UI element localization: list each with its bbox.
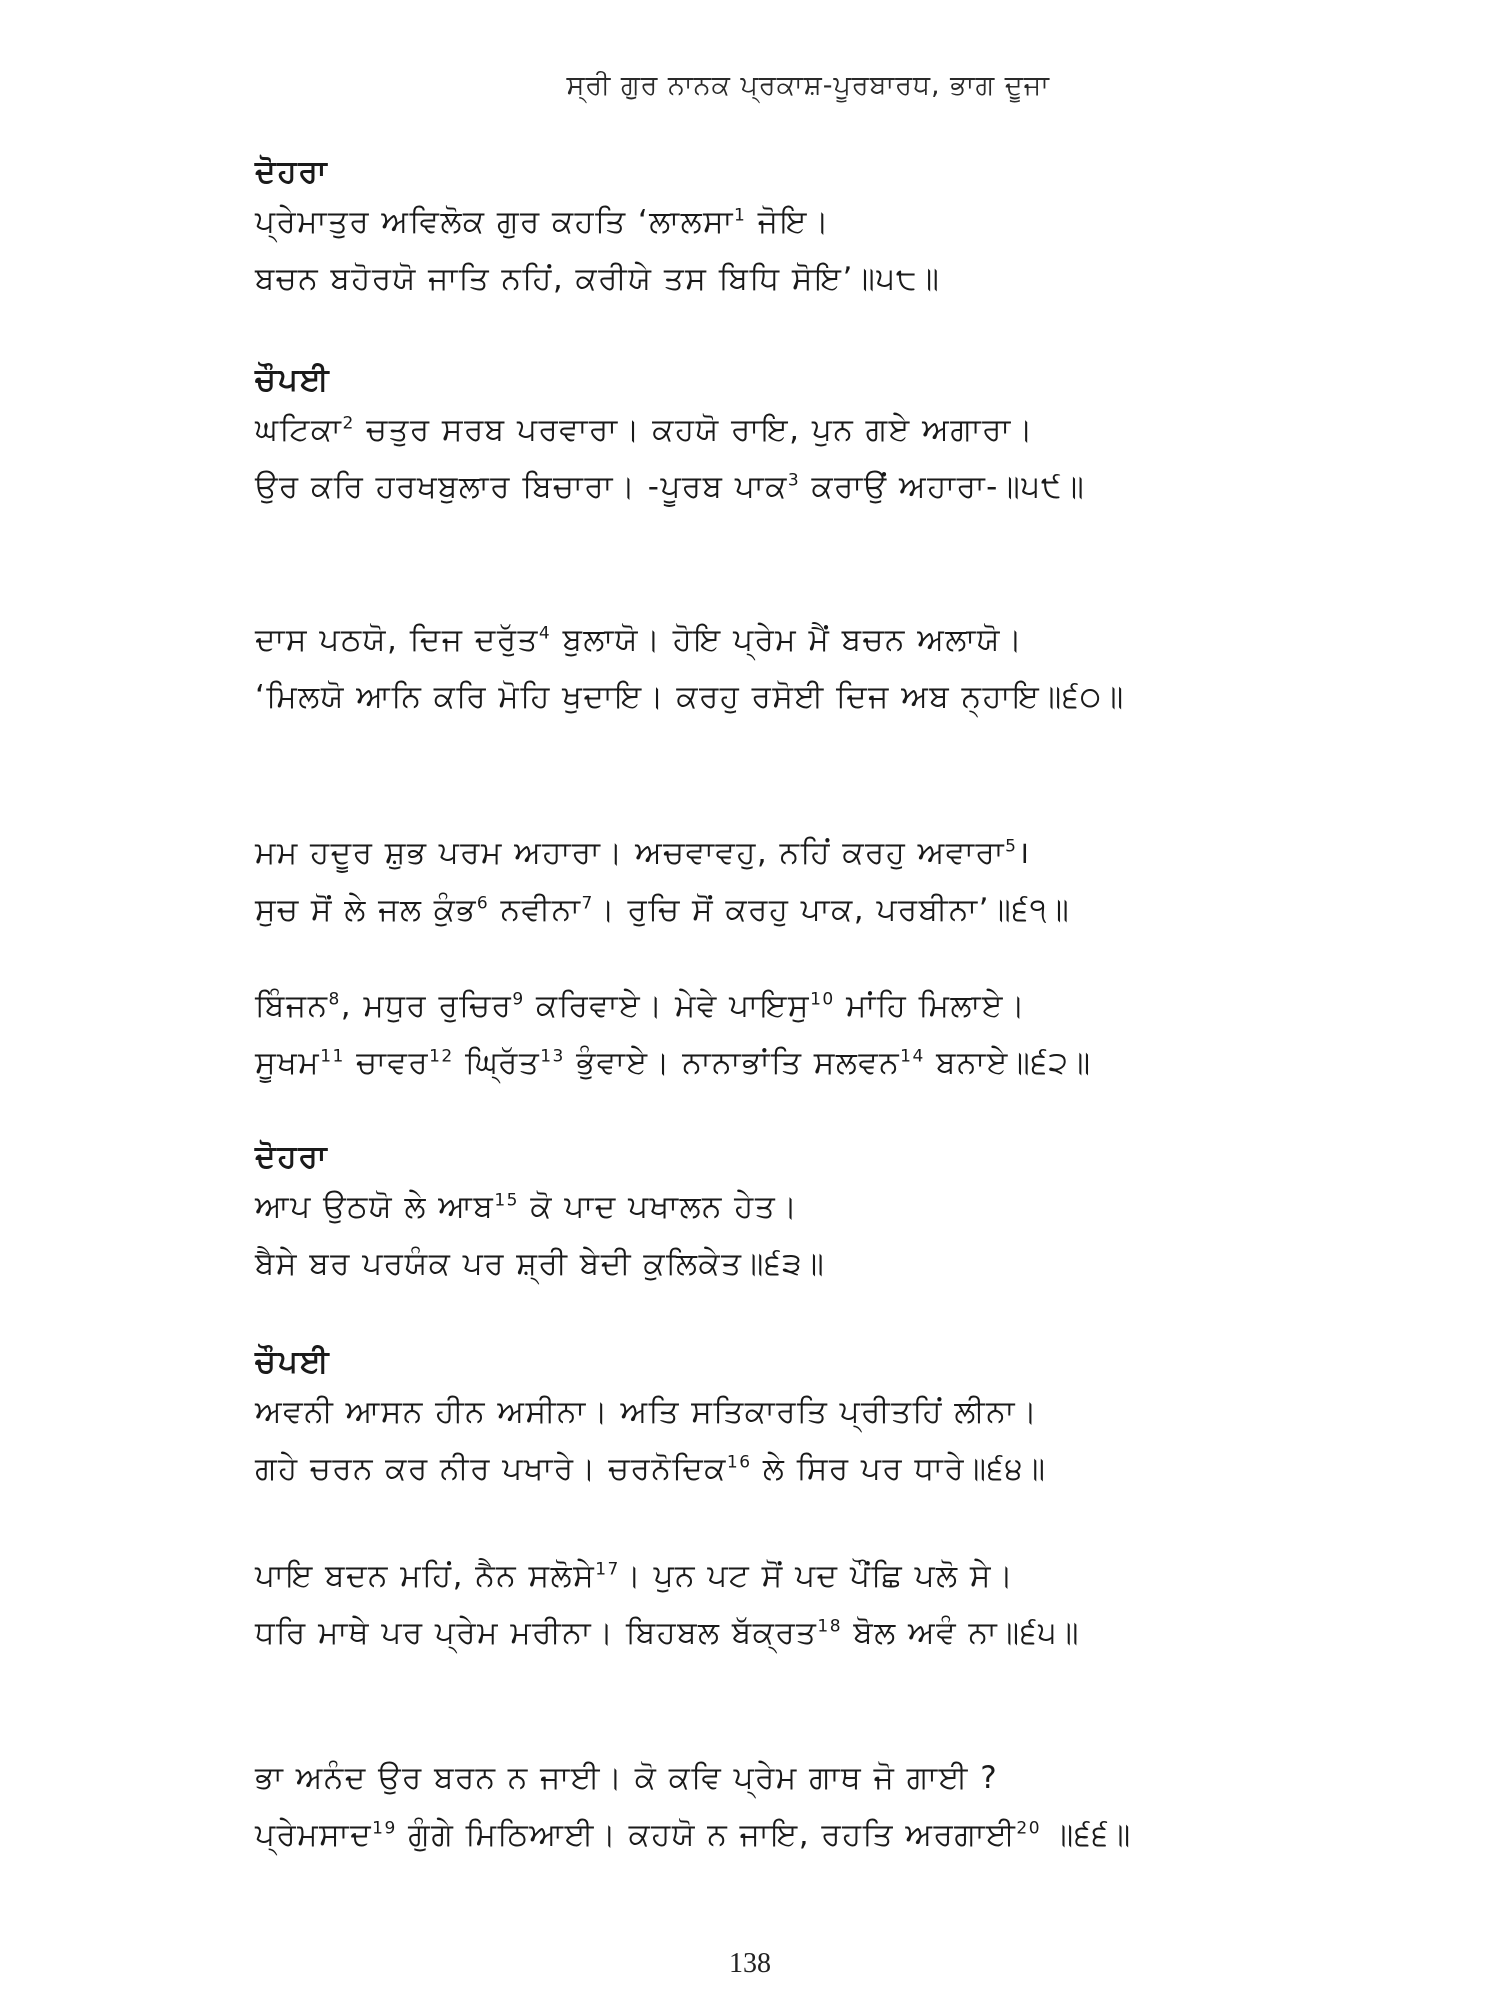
stanza [255, 612, 1125, 726]
footnote-marker: 14 [900, 1046, 925, 1067]
verse-line: ਅਵਨੀ ਆਸਨ ਹੀਨ ਅਸੀਨਾ। ਅਤਿ ਸਤਿਕਾਰਤਿ ਪ੍ਰੀਤਹਿਂ ਲੀਨਾ। [255, 1394, 1039, 1430]
verse-line: ਉਰ ਕਰਿ ਹਰਖਬੁਲਾਰ ਬਿਚਾਰਾ। -ਪੂਰਬ ਪਾਕ$^3$ ਕਰਾਉਂ ਅਹਾਰਾ-॥੫੯॥ [255, 469, 1086, 505]
stanza [255, 1340, 1047, 1498]
verse-line: ਬਿੰਜਨ$^8$, ਮਧੁਰ ਰੁਚਿਰ$^9$ ਕਰਿਵਾਏ। ਮੇਵੇ ਪਾਇਸੁ$^{10}$ ਮਾਂਹਿ ਮਿਲਾਏ। [255, 988, 1027, 1024]
footnote-marker: 11 [320, 1046, 345, 1067]
verse-line: ਪ੍ਰੇਮਸਾਦ$^{19}$ ਗੁੰਗੇ ਮਿਠਿਆਈ। ਕਹਯੋ ਨ ਜਾਇ, ਰਹਤਿ ਅਰਗਾਈ$^{20}$ ॥੬੬॥ [255, 1817, 1132, 1853]
footnote-marker: 1 [734, 205, 747, 226]
verse-line: ਧਰਿ ਮਾਥੇ ਪਰ ਪ੍ਰੇਮ ਮਰੀਨਾ। ਬਿਹਬਲ ਬੱਕ੍ਰਤ$^{18}$ ਬੋਲ ਅਵੰ ਨਾ॥੬੫॥ [255, 1615, 1081, 1651]
stanza [255, 358, 1085, 516]
verse-line: ਭਾ ਅਨੰਦ ਉਰ ਬਰਨ ਨ ਜਾਈ। ਕੋ ਕਵਿ ਪ੍ਰੇਮ ਗਾਥ ਜੋ ਗਾਈ ? [255, 1760, 999, 1796]
stanza-heading: ਦੋਹਰਾ [255, 1139, 329, 1175]
footnote-marker: 18 [817, 1616, 843, 1637]
footnote-marker: 20 [1016, 1818, 1042, 1839]
verse-line: ਪਾਇ ਬਦਨ ਮਹਿਂ, ਨੈਨ ਸਲੋਸੇ$^{17}$। ਪੁਨ ਪਟ ਸੋਂ ਪਦ ਪੌਂਛਿ ਪਲੋ ਸੇ। [255, 1558, 1015, 1594]
verse-line: ਮਮ ਹਦੂਰ ਸ਼ੁਭ ਪਰਮ ਅਹਾਰਾ। ਅਚਵਾਵਹੁ, ਨਹਿਂ ਕਰਹੁ ਅਵਾਰਾ$^5$। [255, 835, 1031, 871]
verse-line: ਬਚਨ ਬਹੋਰਯੋ ਜਾਤਿ ਨਹਿਂ, ਕਰੀਯੇ ਤਸ ਬਿਧਿ ਸੋਇ’॥੫੮॥ [255, 261, 941, 297]
stanza [255, 1135, 825, 1293]
footnote-marker: 15 [494, 1190, 519, 1211]
stanza [255, 978, 1092, 1092]
verse-line: ਸੂਖਮ$^{11}$ ਚਾਵਰ$^{12}$ ਘ੍ਰਿੱਤ$^{13}$ ਭੁੰਵਾਏ। ਨਾਨਾਭਾਂਤਿ ਸਲਵਨ$^{14}$ ਬਨਾਏ॥੬੨॥ [255, 1045, 1092, 1081]
footnote-marker: 8 [328, 989, 341, 1010]
verse-line: ਸੁਚ ਸੋਂ ਲੇ ਜਲ ਕੁੰਭ$^6$ ਨਵੀਨਾ$^7$। ਰੁਚਿ ਸੋਂ ਕਰਹੁ ਪਾਕ, ਪਰਬੀਨਾ’॥੬੧॥ [255, 892, 1071, 928]
footnote-marker: 9 [512, 989, 525, 1010]
stanza-heading: ਚੌਪਈ [255, 362, 331, 398]
stanza-heading: ਚੌਪਈ [255, 1344, 331, 1380]
footnote-marker: 10 [810, 989, 835, 1010]
verse-line: ਆਪ ਉਠਯੋ ਲੇ ਆਬ$^{15}$ ਕੋ ਪਾਦ ਪਖਾਲਨ ਹੇਤ। [255, 1189, 799, 1225]
footnote-marker: 7 [581, 893, 594, 914]
stanza [255, 825, 1070, 939]
page-number: 138 [729, 1948, 771, 1979]
footnote-marker: 4 [538, 623, 552, 644]
footnote-marker: 16 [726, 1452, 752, 1473]
footnote-marker: 5 [1005, 836, 1018, 857]
verse-line: ਘਟਿਕਾ$^2$ ਚਤੁਰ ਸਰਬ ਪਰਵਾਰਾ। ਕਹਯੋ ਰਾਇ, ਪੁਨ ਗਏ ਅਗਾਰਾ। [255, 412, 1035, 448]
footnote-marker: 13 [540, 1046, 565, 1067]
footnote-marker: 17 [595, 1559, 620, 1580]
footnote-marker: 6 [476, 893, 490, 914]
stanza [255, 1548, 1080, 1662]
footnote-marker: 3 [787, 470, 801, 491]
stanza-heading: ਦੋਹਰਾ [255, 154, 329, 190]
stanza [255, 1750, 1132, 1864]
footnote-marker: 12 [429, 1046, 454, 1067]
footnote-marker: 2 [342, 413, 355, 434]
verse-line: ਦਾਸ ਪਠਯੋ, ਦਿਜ ਦਰੁੱਤ$^4$ ਬੁਲਾਯੋ। ਹੋਇ ਪ੍ਰੇਮ ਮੈਂ ਬਚਨ ਅਲਾਯੋ। [255, 622, 1024, 658]
verse-line: ‘ਮਿਲਯੋ ਆਨਿ ਕਰਿ ਮੋਹਿ ਖੁਦਾਇ। ਕਰਹੁ ਰਸੋਈ ਦਿਜ ਅਬ ਨ੍ਹਾਇ॥੬੦॥ [255, 679, 1125, 715]
verse-line: ਬੈਸੇ ਬਰ ਪਰਯੰਕ ਪਰ ਸ਼੍ਰੀ ਬੇਦੀ ਕੁਲਿਕੇਤ॥੬੩॥ [255, 1246, 826, 1282]
verse-line: ਗਹੇ ਚਰਨ ਕਰ ਨੀਰ ਪਖਾਰੇ। ਚਰਨੋਦਿਕ$^{16}$ ਲੇ ਸਿਰ ਪਰ ਧਾਰੇ॥੬੪॥ [255, 1451, 1047, 1487]
footnote-marker: 19 [372, 1818, 397, 1839]
running-head: ਸ੍ਰੀ ਗੁਰ ਨਾਨਕ ਪ੍ਰਕਾਸ਼-ਪੂਰਬਾਰਧ, ਭਾਗ ਦੂਜਾ [566, 70, 1050, 101]
verse-line: ਪ੍ਰੇਮਾਤੁਰ ਅਵਿਲੋਕ ਗੁਰ ਕਹਤਿ ‘ਲਾਲਸਾ$^1$ ਜੋਇ। [255, 204, 831, 240]
stanza [255, 150, 940, 308]
